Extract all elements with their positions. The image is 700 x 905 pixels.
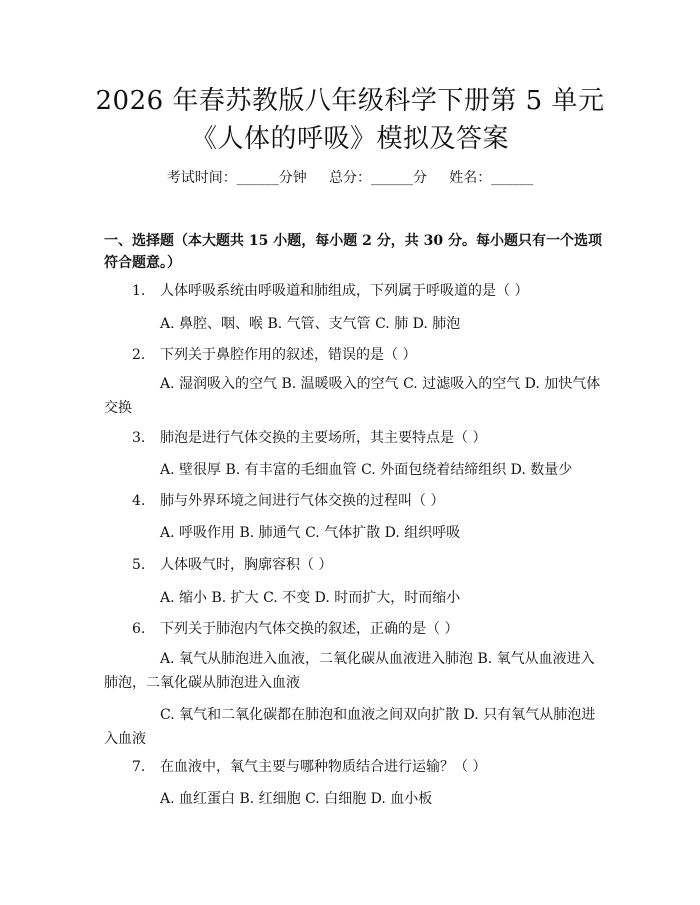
question-number: 3.: [132, 430, 146, 446]
question-6-options-cd: C. 氧气和二氧化碳都在肺泡和血液之间双向扩散 D. 只有氧气从肺泡进入血液: [104, 707, 596, 747]
question-3-options: A. 壁很厚 B. 有丰富的毛细血管 C. 外面包绕着结缔组织 D. 数量少: [160, 462, 573, 478]
question-stem: 肺泡是进行气体交换的主要场所，其主要特点是（ ）: [160, 430, 487, 446]
question-7: [132, 757, 602, 777]
question-stem: 人体呼吸系统由呼吸道和肺组成，下列属于呼吸道的是（ ）: [160, 283, 529, 299]
question-number: 4.: [132, 493, 146, 509]
section-heading-choice: 一、选择题（本大题共 15 小题，每小题 2 分，共 30 分。每小题只有一个选项符合题意。）: [104, 233, 602, 271]
question-number: 6.: [132, 621, 146, 637]
question-4-options: A. 呼吸作用 B. 肺通气 C. 气体扩散 D. 组织呼吸: [160, 525, 461, 541]
question-3: [132, 428, 602, 448]
question-stem: 下列关于鼻腔作用的叙述，错误的是（ ）: [160, 347, 417, 363]
question-7-options: A. 血红蛋白 B. 红细胞 C. 白细胞 D. 血小板: [160, 791, 433, 807]
question-2: [132, 345, 602, 365]
question-stem: 下列关于肺泡内气体交换的叙述，正确的是（ ）: [160, 621, 459, 637]
question-stem: 肺与外界环境之间进行气体交换的过程叫（ ）: [160, 493, 445, 509]
question-4: [132, 491, 602, 511]
question-6-options-ab: A. 氧气从肺泡进入血液，二氧化碳从血液进入肺泡 B. 氧气从血液进入肺泡，二氧化碳从肺泡进入血液: [104, 651, 595, 691]
question-6: [132, 619, 602, 639]
exam-meta-line: 考试时间：______分钟 总分：______分 姓名：______: [166, 170, 534, 186]
document-title-line-2: 《人体的呼吸》模拟及答案: [190, 124, 509, 154]
question-1-options: A. 鼻腔、咽、喉 B. 气管、支气管 C. 肺 D. 肺泡: [160, 316, 461, 332]
question-2-options: A. 湿润吸入的空气 B. 温暖吸入的空气 C. 过滤吸入的空气 D. 加快气体交换: [104, 376, 601, 416]
question-5-options: A. 缩小 B. 扩大 C. 不变 D. 时而扩大，时而缩小: [160, 590, 461, 606]
question-5: [132, 555, 602, 575]
question-number: 2.: [132, 347, 146, 363]
question-stem: 人体吸气时，胸廓容积（ ）: [160, 557, 333, 573]
question-1: [132, 281, 602, 301]
question-number: 1.: [132, 283, 146, 299]
question-stem: 在血液中，氧气主要与哪种物质结合进行运输？（ ）: [160, 759, 487, 775]
document-title-line-1: 2026 年春苏教版八年级科学下册第 5 单元: [95, 86, 605, 116]
question-number: 5.: [132, 557, 146, 573]
question-number: 7.: [132, 759, 146, 775]
